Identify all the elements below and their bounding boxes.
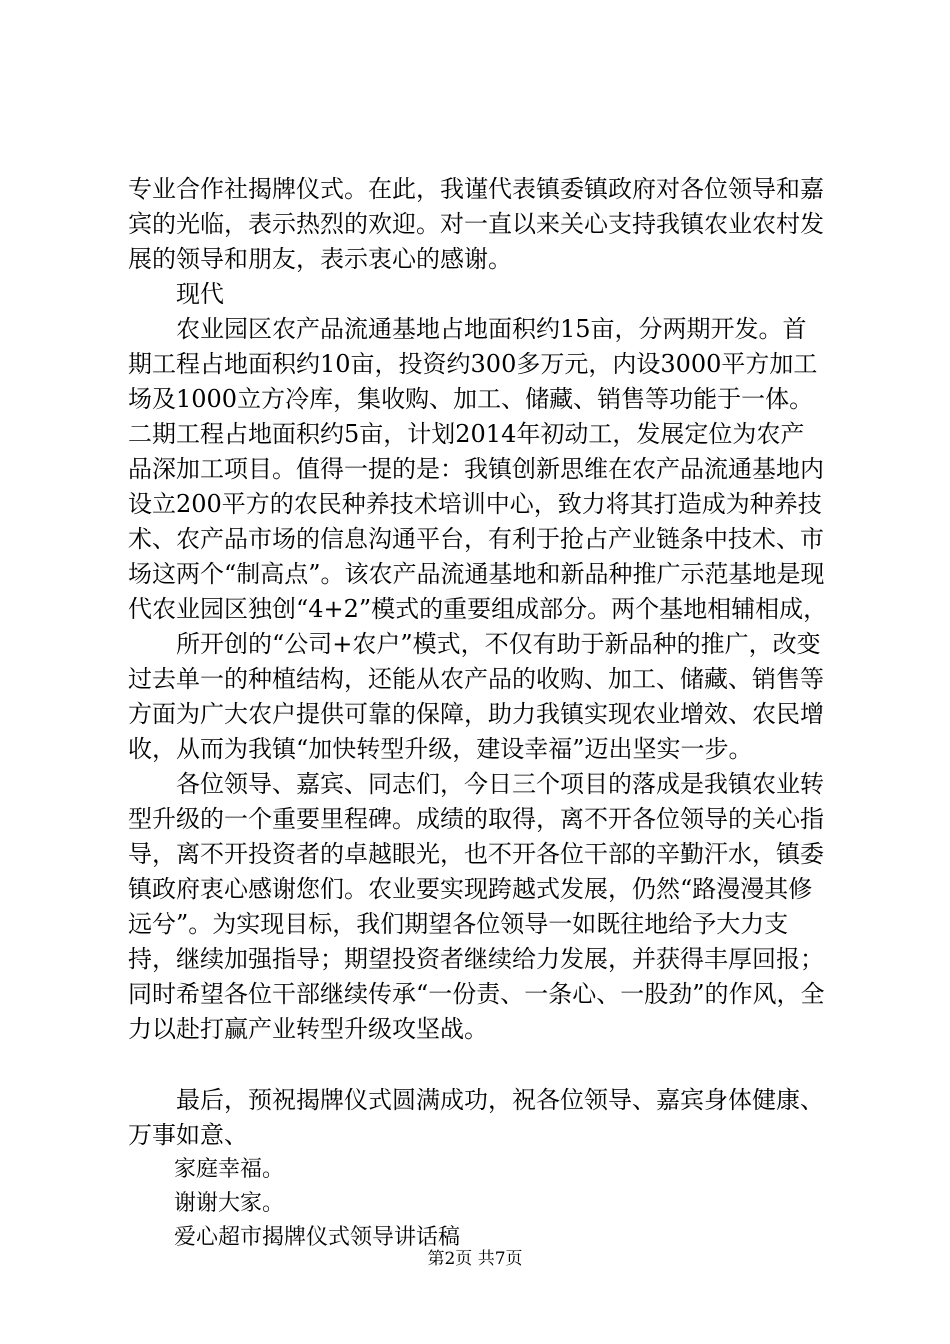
document-body: [128, 172, 828, 1255]
paragraph-spacer: [128, 1047, 828, 1083]
paragraph-welcome: 专业合作社揭牌仪式。在此，我谨代表镇委镇政府对各位领导和嘉宾的光临，表示热烈的欢迎。对一直以来关心支持我镇农业农村发展的领导和朋友，表示衷心的感谢。: [128, 175, 824, 273]
line-next-title: 爱心超市揭牌仪式领导讲话稿: [174, 1225, 461, 1250]
paragraph-logistics-base: 农业园区农产品流通基地占地面积约15亩，分两期开发。首期工程占地面积约10亩，投资约300多万元，内设3000平方加工场及1000立方冷库，集收购、加工、储藏、销售等功能于一体。二期工程占地面积约5亩，计划2014年初动工，发展定位为农产品深加工项目。值得一提的是：我镇创新思维在农产品流通基地内设立200平方的农民种养技术培训中心，致力将其打造成为种养技术、农产品市场的信息沟通平台，有利于抢占产业链条中技术、市场这两个“制高点”。该农产品流通基地和新品种推广示范基地是现代农业园区独创“4+2”模式的重要组成部分。两个基地相辅相成，: [128, 315, 828, 623]
paragraph-company-farmer-model: 所开创的“公司+农户”模式，不仅有助于新品种的推广，改变过去单一的种植结构，还能从农产品的收购、加工、储藏、销售等方面为广大农户提供可靠的保障，助力我镇实现农业增效、农民增收，从而为我镇“加快转型升级，建设幸福”迈出坚实一步。: [128, 630, 824, 763]
paragraph-heading-fragment: 现代: [176, 280, 224, 308]
page-footer: 第2页 共7页: [427, 1249, 523, 1269]
paragraph-closing-wishes: 最后，预祝揭牌仪式圆满成功，祝各位领导、嘉宾身体健康、万事如意、: [128, 1086, 824, 1149]
paragraph-milestone: 各位领导、嘉宾、同志们，今日三个项目的落成是我镇农业转型升级的一个重要里程碑。成绩的取得，离不开各位领导的关心指导，离不开投资者的卓越眼光，也不开各位干部的辛勤汗水，镇委镇政府衷心感谢您们。农业要实现跨越式发展，仍然“路漫漫其修远兮”。为实现目标，我们期望各位领导一如既往地给予大力支持，继续加强指导；期望投资者继续给力发展，并获得丰厚回报；同时希望各位干部继续传承“一份责、一条心、一股劲”的作风，全力以赴打赢产业转型升级攻坚战。: [128, 770, 825, 1043]
line-family-happiness: 家庭幸福。: [174, 1157, 285, 1182]
line-thanks: 谢谢大家。: [174, 1191, 285, 1216]
